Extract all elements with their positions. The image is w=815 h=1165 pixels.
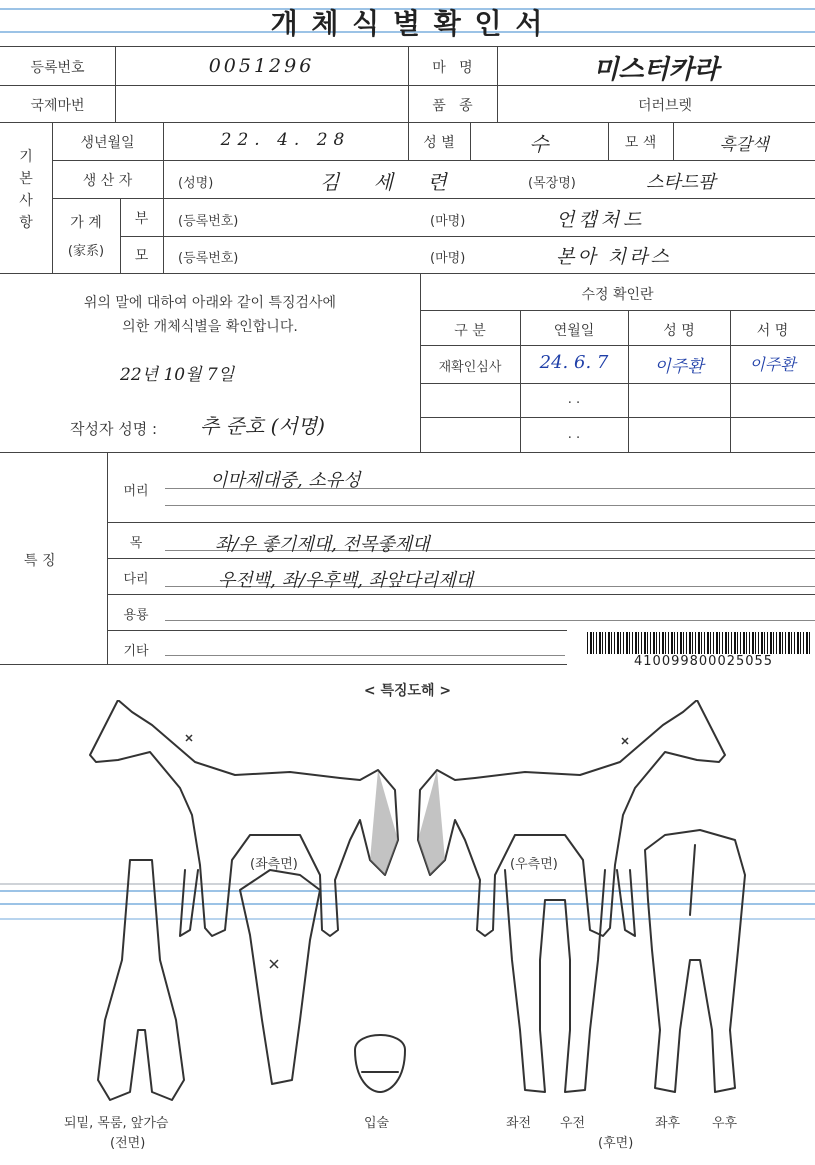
breeder-label: 생 산 자 bbox=[82, 173, 133, 189]
family-label: 가 계 bbox=[70, 215, 102, 231]
horse-name-value: 미스터카라 bbox=[593, 55, 719, 85]
features-section-label: 특 징 bbox=[24, 553, 56, 569]
muzzle bbox=[355, 1035, 405, 1092]
breed-label: 품 종 bbox=[432, 98, 473, 114]
sire-reg-label: (등록번호) bbox=[178, 214, 239, 229]
color-label: 모 색 bbox=[624, 135, 657, 151]
left-front-label: 좌전 bbox=[506, 1116, 532, 1131]
front-caption: 되밑, 목룸, 앞가슴 bbox=[64, 1116, 169, 1131]
left-side-label: (좌측면) bbox=[250, 857, 298, 872]
family-label-hanja: (家系) bbox=[67, 244, 105, 259]
sire-name-value: 언캡처드 bbox=[556, 209, 646, 231]
left-side-horse bbox=[90, 700, 398, 936]
horse-name-label: 마 명 bbox=[432, 60, 473, 76]
front-view-horse bbox=[98, 860, 184, 1100]
birth-value: 22. 4. 28 bbox=[220, 130, 351, 150]
statement-line2: 의한 개체식별을 확인합니다. bbox=[122, 319, 298, 335]
revision-col-type: 구 분 bbox=[454, 323, 486, 339]
dam-label: 모 bbox=[134, 248, 149, 264]
revision-row-date: . . bbox=[567, 427, 581, 442]
reg-no-label: 등록번호 bbox=[30, 60, 85, 76]
muzzle-label: 입술 bbox=[364, 1116, 390, 1131]
revision-title: 수정 확인란 bbox=[581, 287, 654, 303]
legs-label: 다리 bbox=[123, 572, 149, 587]
front-label: (전면) bbox=[110, 1136, 146, 1151]
breeder-name-label: (성명) bbox=[178, 176, 214, 191]
color-value: 흑갈색 bbox=[719, 135, 769, 155]
whorl-label: 용룡 bbox=[123, 608, 149, 623]
neck-label: 목 bbox=[129, 536, 143, 551]
revision-col-name: 성 명 bbox=[663, 323, 695, 339]
whorl-mark bbox=[186, 735, 192, 741]
sire-label: 부 bbox=[134, 211, 149, 227]
sex-label: 성 별 bbox=[423, 135, 455, 151]
dam-reg-label: (등록번호) bbox=[178, 251, 239, 266]
head-front-view bbox=[240, 870, 320, 1084]
right-hind-label: 우후 bbox=[712, 1116, 738, 1131]
author-label: 작성자 성명 : bbox=[70, 420, 158, 438]
right-side-label: (우측면) bbox=[510, 857, 558, 872]
legs-value: 우전백, 좌/우후백, 좌앞다리제대 bbox=[218, 570, 473, 591]
farm-value: 스타드팜 bbox=[646, 172, 716, 193]
revision-col-sign: 서 명 bbox=[756, 323, 789, 339]
right-front-label: 우전 bbox=[560, 1116, 586, 1131]
barcode-number: 410099800025055 bbox=[634, 654, 774, 669]
rear-label: (후면) bbox=[598, 1136, 634, 1151]
document-title: 개 체 식 별 확 인 서 bbox=[270, 7, 545, 40]
intl-no-label: 국제마번 bbox=[30, 98, 85, 114]
dam-name-value: 본아 치라스 bbox=[556, 246, 672, 268]
birth-label: 생년월일 bbox=[80, 135, 135, 151]
front-legs-view bbox=[505, 870, 605, 1092]
left-hind-label: 좌후 bbox=[655, 1116, 681, 1131]
statement-line1: 위의 말에 대하여 아래와 같이 특징검사에 bbox=[83, 295, 337, 311]
head-label: 머리 bbox=[123, 484, 149, 499]
dam-name-label: (마명) bbox=[430, 251, 466, 266]
revision-row-date: 24. 6. 7 bbox=[539, 352, 609, 373]
revision-row-sign: 이주환 bbox=[749, 355, 796, 374]
other-label: 기타 bbox=[123, 644, 149, 659]
breeder-name-value: 김 세 련 bbox=[320, 170, 461, 194]
revision-row-date: . . bbox=[567, 392, 581, 407]
barcode bbox=[587, 632, 812, 654]
right-side-horse bbox=[418, 700, 725, 936]
neck-value: 좌/우 좋기제대, 전목좋제대 bbox=[215, 534, 430, 555]
sire-name-label: (마명) bbox=[430, 214, 466, 229]
whorl-mark bbox=[270, 960, 278, 968]
breed-value: 더러브렛 bbox=[637, 98, 693, 114]
confirmation-date: 22년 10월 7일 bbox=[120, 365, 235, 385]
head-value: 이마제대중, 소유성 bbox=[210, 470, 361, 491]
whorl-mark bbox=[622, 738, 628, 744]
reg-no-value: 0051296 bbox=[208, 55, 315, 77]
rear-view-horse bbox=[645, 830, 745, 1092]
revision-row-name: 이주환 bbox=[654, 357, 704, 377]
farm-label: (목장명) bbox=[528, 176, 576, 191]
basic-section-label: 기 본 사 항 bbox=[19, 149, 33, 231]
horse-diagram bbox=[0, 700, 815, 1160]
revision-row-type: 재확인심사 bbox=[438, 360, 502, 375]
author-signature: 추 준호 (서명) bbox=[200, 414, 325, 438]
revision-col-date: 연월일 bbox=[553, 323, 595, 339]
sex-value: 수 bbox=[529, 132, 549, 156]
diagram-title: < 특징도해 > bbox=[363, 683, 452, 699]
